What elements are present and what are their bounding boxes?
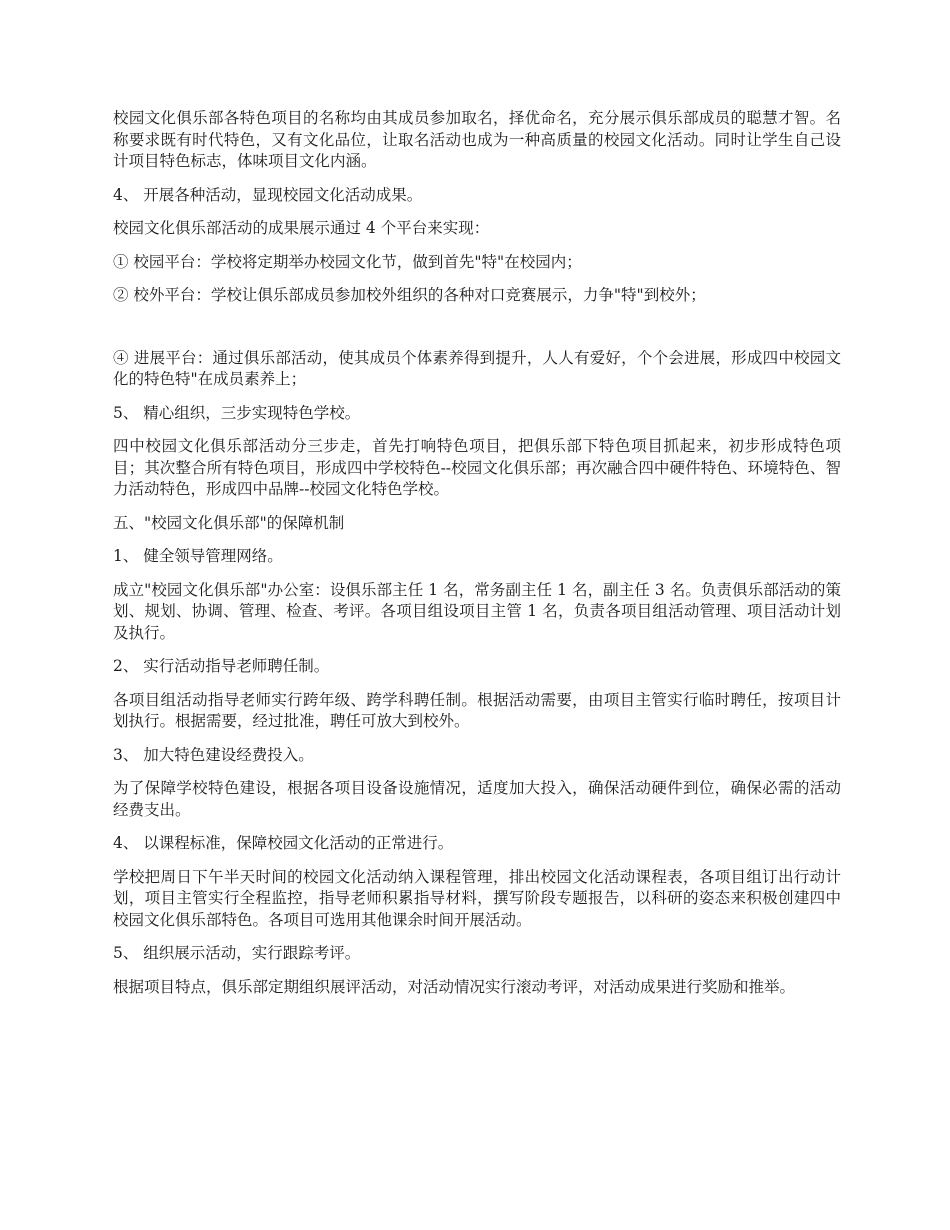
paragraph-teacher-appointment: 各项目组活动指导老师实行跨年级、跨学科聘任制。根据活动需要，由项目主管实行临时聘任，按项目计划执行。根据需要，经过批准，聘任可放大到校外。	[113, 690, 841, 730]
paragraph-office: 成立"校园文化俱乐部"办公室：设俱乐部主任 1 名，常务副主任 1 名，副主任 3 名。负责俱乐部活动的策划、规划、协调、管理、检查、考评。各项目组设项目主管 1 名，负责各项目组活动管理、项目活动计划及执行。	[113, 580, 841, 642]
list-item-campus-platform: ① 校园平台：学校将定期举办校园文化节，做到首先"特"在校园内；	[113, 252, 582, 271]
heading-activities: 4、 开展各种活动，显现校园文化活动成果。	[113, 185, 423, 204]
heading-exhibition: 5、 组织展示活动，实行跟踪考评。	[113, 944, 361, 962]
paragraph-naming: 校园文化俱乐部各特色项目的名称均由其成员参加取名，择优命名，充分展示俱乐部成员的聪慧才智。名称要求既有时代特色，又有文化品位，让取名活动也成为一种高质量的校园文化活动。同时让学生自己设计项目特色标志，体味项目文化内涵。	[113, 109, 841, 170]
heading-curriculum: 4、 以课程标准，保障校园文化活动的正常进行。	[113, 834, 454, 852]
document-page	[113, 108, 841, 1010]
list-item-progress-platform: ④ 进展平台：通过俱乐部活动，使其成员个体素养得到提升，人人有爱好，个个会进展，形成四中校园文化的特色特"在成员素养上；	[113, 348, 841, 388]
blank-gap	[113, 319, 841, 348]
list-item-offcampus-platform: ② 校外平台：学校让俱乐部成员参加校外组织的各种对口竞赛展示，力争"特"到校外；	[113, 286, 706, 304]
heading-three-steps: 5、 精心组织，三步实现特色学校。	[113, 403, 361, 422]
paragraph-curriculum: 学校把周日下午半天时间的校园文化活动纳入课程管理，排出校园文化活动课程表，各项目组订出行动计划，项目主管实行全程监控，指导老师积累指导材料，撰写阶段专题报告，以科研的姿态来积极创建四中校园文化俱乐部特色。各项目可选用其他课余时间开展活动。	[113, 867, 841, 929]
heading-funding: 3、 加大特色建设经费投入。	[113, 745, 314, 764]
heading-leadership: 1、 健全领导管理网络。	[113, 547, 283, 565]
paragraph-three-steps: 四中校园文化俱乐部活动分三步走，首先打响特色项目，把俱乐部下特色项目抓起来，初步形成特色项目；其次整合所有特色项目，形成四中学校特色--校园文化俱乐部；再次融合四中硬件特色、环境特色、智力活动特色，形成四中品牌--校园文化特色学校。	[113, 437, 841, 498]
section-heading-guarantee: 五、"校园文化俱乐部"的保障机制	[113, 513, 345, 532]
heading-teacher-appointment: 2、 实行活动指导老师聘任制。	[113, 657, 330, 675]
paragraph-exhibition: 根据项目特点，俱乐部定期组织展评活动，对活动情况实行滚动考评，对活动成果进行奖励和推举。	[113, 977, 796, 996]
paragraph-platforms-intro: 校园文化俱乐部活动的成果展示通过 4 个平台来实现：	[113, 219, 490, 237]
paragraph-funding: 为了保障学校特色建设，根据各项目设备设施情况，适度加大投入，确保活动硬件到位，确保必需的活动经费支出。	[113, 779, 841, 819]
